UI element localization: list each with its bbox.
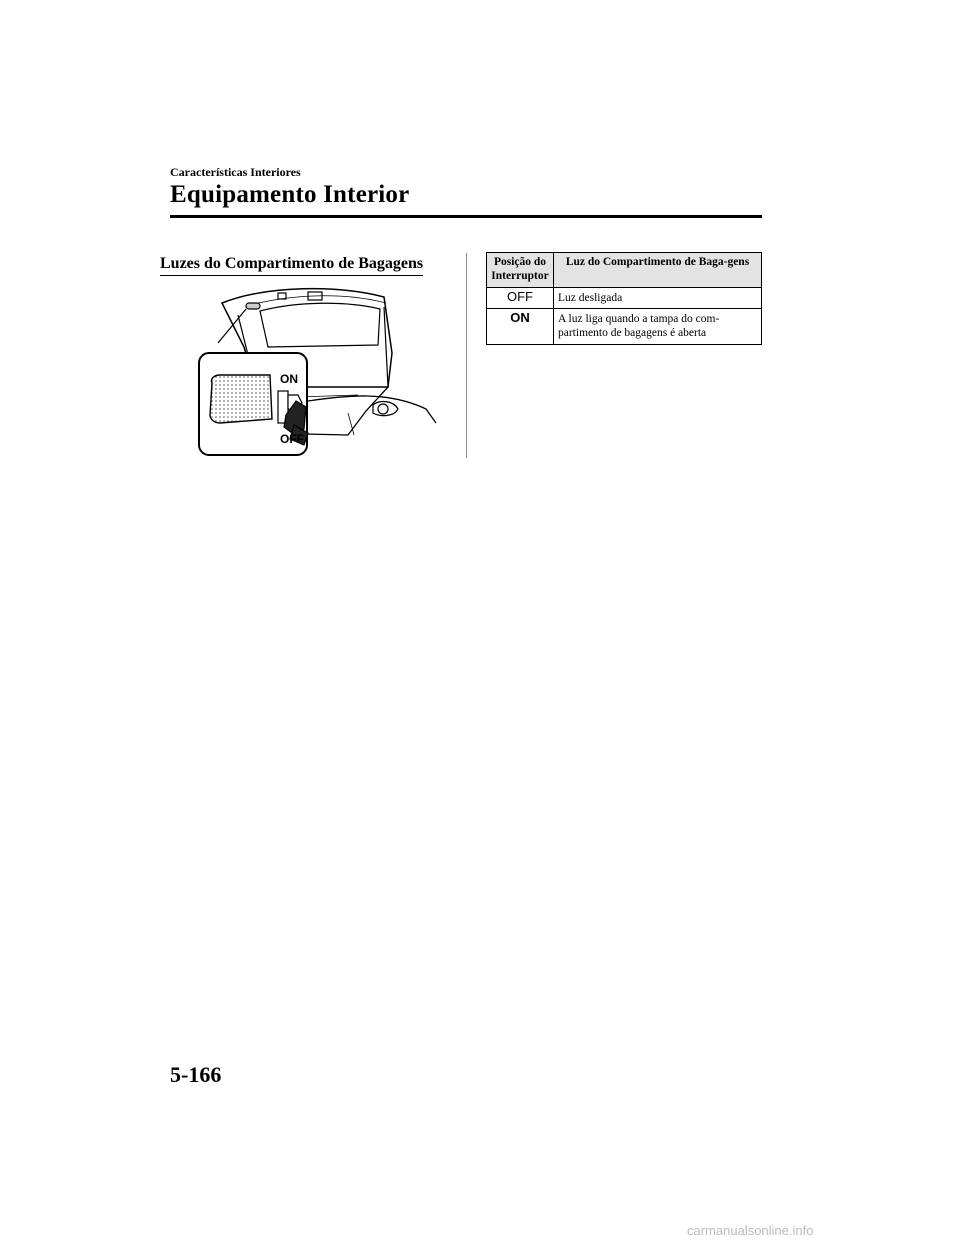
chapter-title: Características Interiores: [170, 165, 301, 179]
lamp-lens: [210, 375, 272, 423]
description-cell: A luz liga quando a tampa do com-partimento de bagagens é aberta: [554, 308, 762, 344]
table-row: [487, 287, 762, 308]
subsection-heading: Luzes do Compartimento de Bagagens: [160, 255, 423, 276]
luggage-light-illustration: [198, 283, 438, 458]
off-label: OFF: [280, 432, 304, 446]
section-rule: [170, 215, 762, 218]
rear-window: [260, 303, 380, 347]
column-divider: [466, 253, 467, 458]
position-cell: OFF: [487, 287, 554, 308]
description-cell: Luz desligada: [554, 287, 762, 308]
header-position: Posição do Interruptor: [487, 253, 554, 288]
watermark: carmanualsonline.info: [687, 1223, 814, 1238]
on-label: ON: [280, 372, 298, 386]
liftgate-light: [246, 303, 260, 309]
callout-leader: [218, 309, 246, 343]
switch-position-table: [486, 252, 762, 345]
section-title: Equipamento Interior: [170, 181, 410, 208]
rear-bumper: [308, 396, 436, 423]
page-number: 5-166: [170, 1062, 222, 1087]
position-cell: ON: [487, 308, 554, 344]
table-row: [487, 308, 762, 344]
tail-lamp-bulb: [378, 404, 388, 414]
header-luggage-light: Luz do Compartimento de Baga-gens: [554, 253, 762, 288]
table-header-row: [487, 253, 762, 288]
